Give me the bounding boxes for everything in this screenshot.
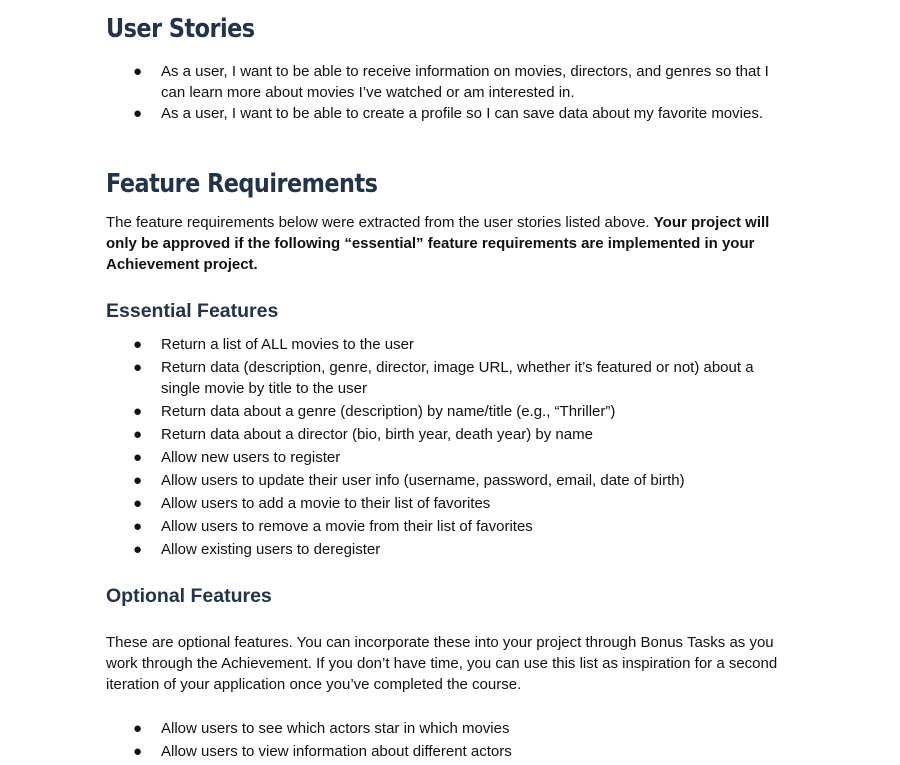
feature-requirements-heading: Feature Requirements (106, 169, 378, 199)
list-item: ● Allow users to add a movie to their list of favorites (106, 494, 796, 515)
bullet-icon: ● (133, 104, 143, 122)
approval-note: Your project will only be approved if the following “essential” feature requirements are implemented in your Achievement project. (106, 214, 770, 273)
bullet-icon: ● (133, 471, 143, 489)
list-item: ● Return data (description, genre, director, image URL, whether it’s featured or not) about a single movie by title to the user (133, 358, 754, 397)
essential-features-heading: Essential Features (106, 300, 279, 322)
bullet-icon: ● (133, 448, 143, 466)
bullet-icon: ● (133, 336, 143, 353)
feature-requirements-intro: The feature requirements below were extracted from the user stories listed above. Your project will only be approved if the following “essential” feature requirements are implemented in your Achievement project. (106, 214, 770, 273)
bullet-icon: ● (133, 742, 143, 760)
bullet-icon: ● (133, 517, 143, 535)
list-item: ● Allow new users to register (106, 448, 796, 469)
list-item: ● Allow users to update their user info (username, password, email, date of birth) (106, 471, 796, 492)
bullet-icon: ● (133, 63, 143, 80)
list-item: ● Return data about a director (bio, birth year, death year) by name (106, 425, 796, 446)
bullet-icon: ● (133, 494, 143, 512)
bullet-icon: ● (133, 540, 143, 558)
bullet-icon: ● (133, 425, 143, 443)
list-item: ● Return a list of ALL movies to the user (106, 335, 796, 356)
optional-features-intro: These are optional features. You can incorporate these into your project through Bonus Tasks as you work through the Achievement. If you don’t have time, you can use this list as inspiration for a second iteration of your application once you’ve completed the course. (106, 634, 778, 693)
bullet-icon: ● (133, 720, 143, 737)
user-stories-list (106, 62, 796, 127)
optional-features-heading: Optional Features (106, 585, 272, 607)
list-item: ● Return data about a genre (description) by name/title (e.g., “Thriller”) (106, 402, 796, 423)
list-item: ● As a user, I want to be able to create a profile so I can save data about my favorite movies. (106, 104, 796, 125)
list-item: ● Allow users to see which actors star in which movies (106, 719, 796, 740)
list-item: ● As a user, I want to be able to receive information on movies, directors, and genres so that I can learn more about movies I’ve watched or am interested in. (133, 63, 769, 101)
user-stories-heading: User Stories (106, 14, 255, 44)
essential-features-list (106, 335, 796, 563)
bullet-icon: ● (133, 358, 143, 376)
list-item: ● Allow existing users to deregister (106, 540, 796, 561)
bullet-icon: ● (133, 402, 143, 420)
list-item: ● Allow users to view information about different actors (106, 742, 796, 763)
list-item: ● Allow users to remove a movie from their list of favorites (106, 517, 796, 538)
optional-features-list (106, 719, 796, 765)
